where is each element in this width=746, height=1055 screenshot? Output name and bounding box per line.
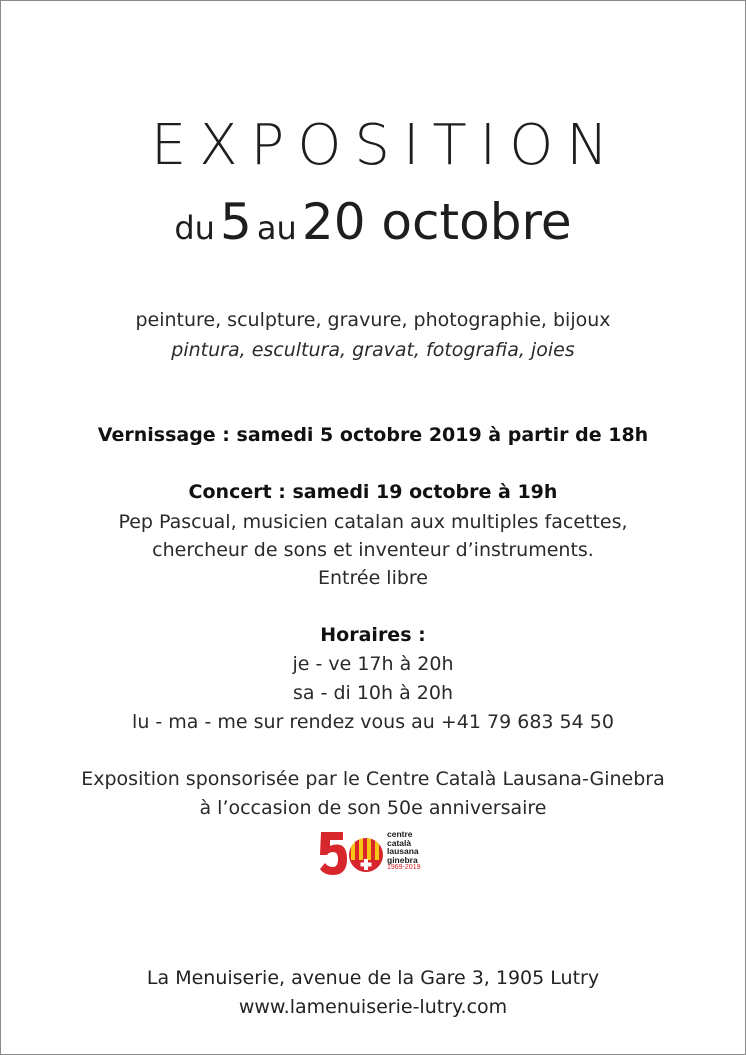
venue-address: La Menuiserie, avenue de la Gare 3, 1905 Lutry (146, 967, 600, 989)
logo-text-line-4: ginebra (387, 854, 418, 865)
date-start: 5 (220, 193, 252, 251)
free-entry-note: Entrée libre (317, 567, 428, 589)
horaires-title: Horaires : (320, 624, 426, 646)
sponsor-line-2: à l’occasion de son 50e anniversaire (199, 797, 547, 819)
poster-title: EXPOSITION (150, 113, 622, 178)
horaires-line-3: lu - ma - me sur rendez vous au +41 79 683 54 50 (132, 711, 614, 733)
performer-description: musicien catalan aux multiples facettes, (236, 511, 628, 533)
horaires-line-2: sa - di 10h à 20h (292, 682, 453, 704)
vernissage-info: Vernissage : samedi 5 octobre 2019 à partir de 18h (97, 424, 649, 446)
date-end: 20 octobre (301, 193, 572, 251)
logo-years: 1969-2019 (387, 864, 421, 872)
date-du: du (174, 209, 215, 247)
concert-description-line: chercheur de sons et inventeur d’instruments. (152, 539, 594, 561)
logo-text-line-3: lausana (387, 846, 419, 857)
logo-text-line-2: català (387, 837, 412, 848)
performer-name: Pep Pascual, (118, 511, 237, 533)
logo-text-line-1: centre (387, 829, 413, 839)
concert-title: Concert : samedi 19 octobre à 19h (188, 481, 558, 503)
logo-text (387, 830, 420, 873)
anniversary-logo (319, 828, 431, 878)
horaires-line-1: je - ve 17h à 20h (292, 653, 454, 675)
sponsor-line-1: Exposition sponsorisée par le Centre Català Lausana-Ginebra (81, 768, 665, 790)
date-au: au (256, 209, 297, 247)
arts-list-french: peinture, sculpture, gravure, photographie, bijoux (135, 309, 611, 331)
arts-list-catalan: pintura, escultura, gravat, fotografia, joies (171, 339, 575, 361)
concert-performer-line (1, 511, 745, 533)
fifty-logo-icon (319, 828, 385, 878)
venue-website-link[interactable]: www.lamenuiserie-lutry.com (238, 996, 508, 1018)
date-range (1, 193, 745, 251)
